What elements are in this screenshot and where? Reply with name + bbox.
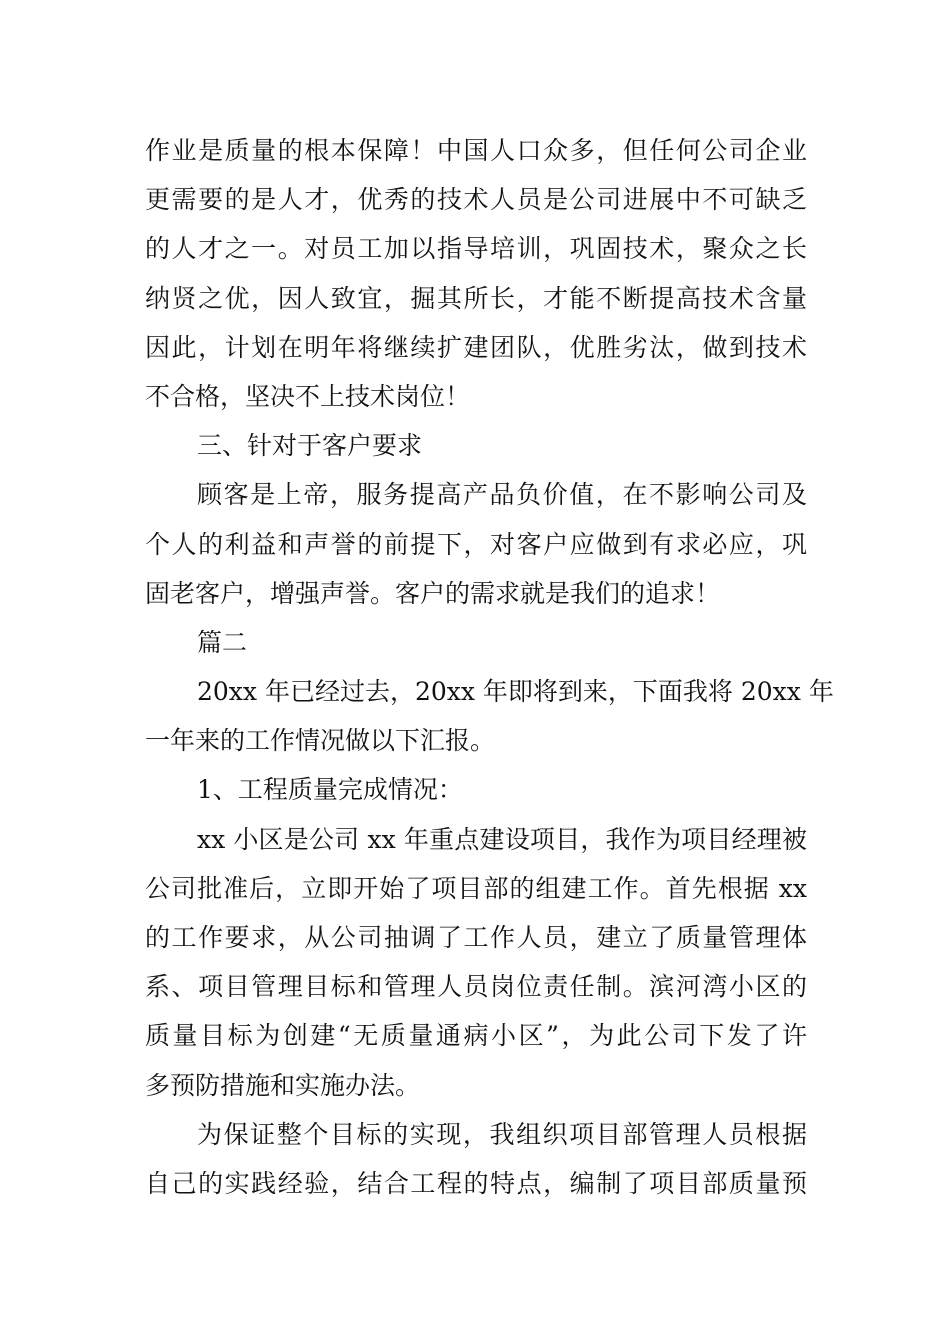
- text-line: 20xx 年已经过去，20xx 年即将到来，下面我将 20xx 年: [197, 677, 834, 707]
- text-line: 顾客是上帝，服务提高产品负价值，在不影响公司及: [197, 480, 807, 510]
- text-line: 不合格，坚决不上技术岗位！: [145, 381, 471, 411]
- text-line: 的工作要求，从公司抽调了工作人员，建立了质量管理体: [145, 923, 807, 952]
- text-line: 自己的实践经验，结合工程的特点，编制了项目部质量预: [145, 1168, 807, 1198]
- text-line: 质量目标为创建“无质量通病小区”，为此公司下发了许: [145, 1021, 807, 1051]
- text-line: 因此，计划在明年将继续扩建团队，优胜劣汰，做到技术: [145, 332, 807, 362]
- document-body: [145, 126, 834, 1208]
- text-line: 三、针对于客户要求: [197, 431, 423, 461]
- text-line: 一年来的工作情况做以下汇报。: [145, 726, 496, 756]
- text-line: 1、工程质量完成情况：: [197, 775, 463, 805]
- text-line: 更需要的是人才，优秀的技术人员是公司进展中不可缺乏: [145, 185, 807, 215]
- text-line: 固老客户，增强声誉。客户的需求就是我们的追求！: [145, 578, 721, 608]
- text-line: 的人才之一。对员工加以指导培训，巩固技术，聚众之长: [145, 234, 807, 264]
- text-line: 纳贤之优，因人致宜，掘其所长，才能不断提高技术含量: [145, 283, 807, 313]
- text-line: xx 小区是公司 xx 年重点建设项目，我作为项目经理被: [197, 824, 807, 854]
- text-line: 为保证整个目标的实现，我组织项目部管理人员根据: [197, 1119, 807, 1149]
- text-line: 系、项目管理目标和管理人员岗位责任制。滨河湾小区的: [145, 972, 807, 1002]
- text-line: 篇二: [197, 627, 248, 657]
- text-line: 个人的利益和声誉的前提下，对客户应做到有求必应，巩: [145, 529, 807, 559]
- text-line: 公司批准后，立即开始了项目部的组建工作。首先根据 xx: [145, 873, 807, 903]
- text-line: 多预防措施和实施办法。: [145, 1070, 421, 1100]
- text-line: 作业是质量的根本保障！中国人口众多，但任何公司企业: [145, 136, 807, 165]
